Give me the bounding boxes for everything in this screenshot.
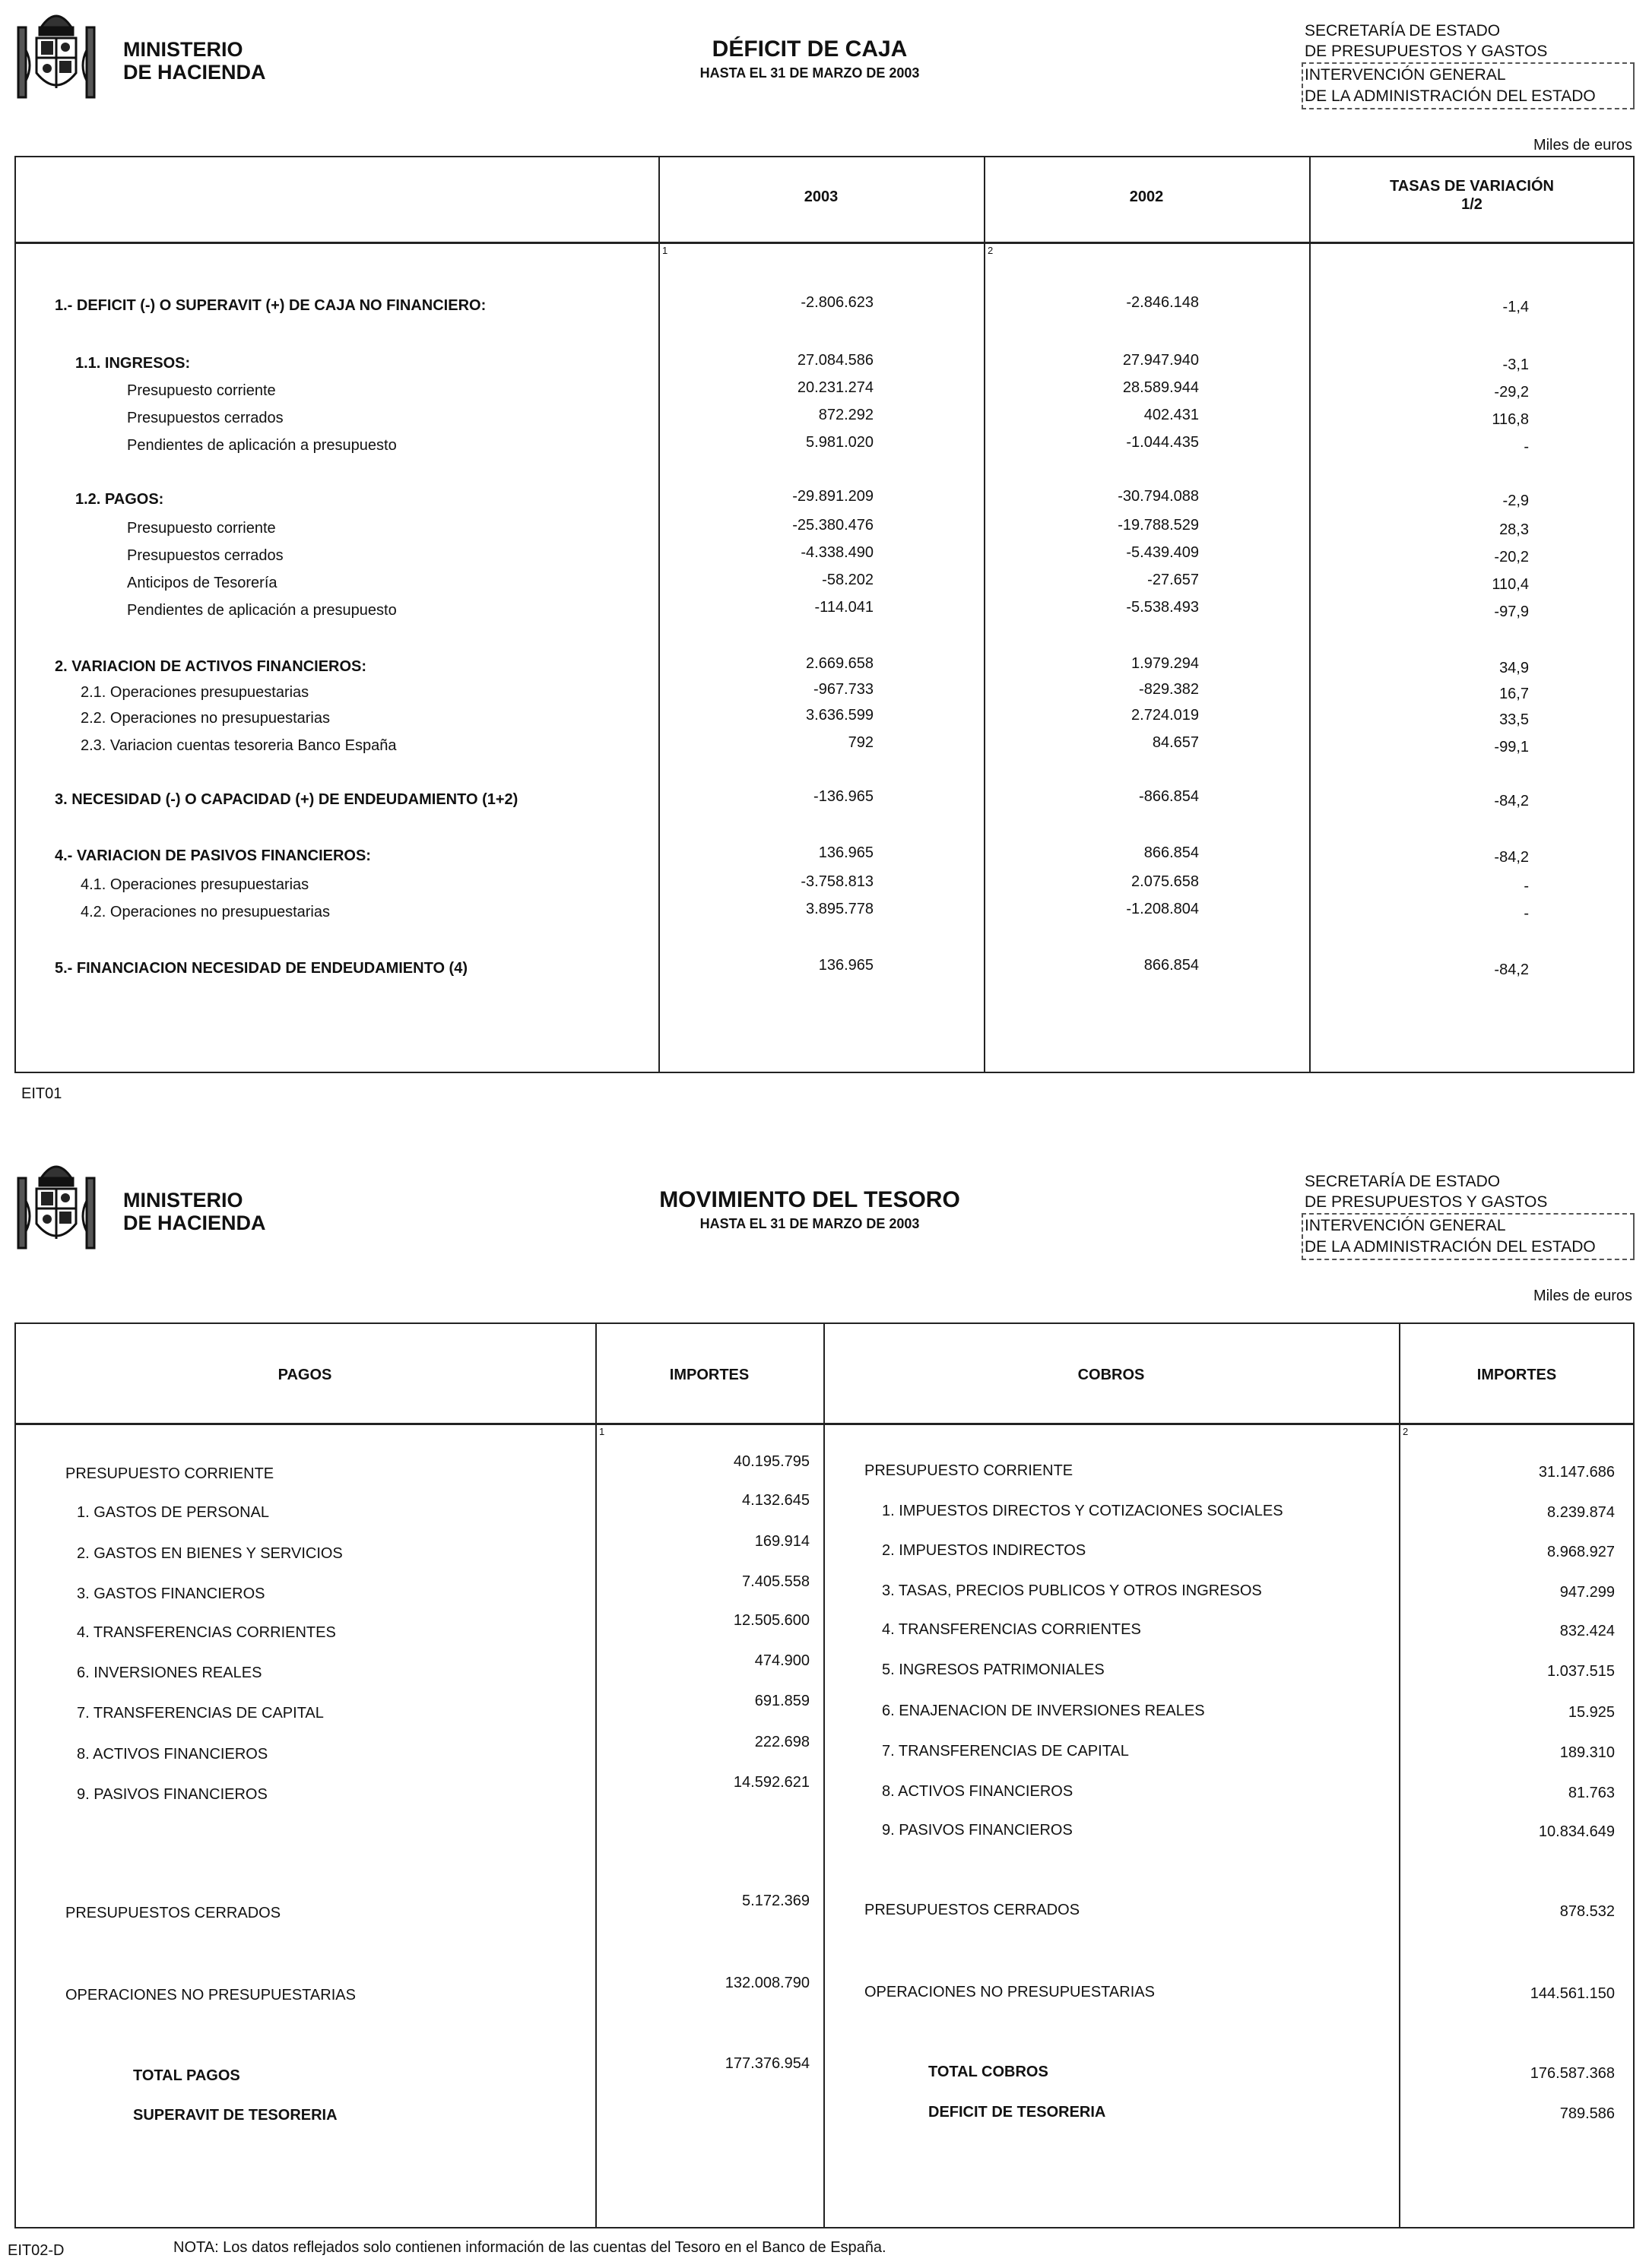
pagos-amount: 40.195.795 — [733, 1453, 810, 1470]
value-2002: -27.657 — [1147, 572, 1199, 588]
column-divider — [595, 1322, 597, 2228]
variation-rate: -20,2 — [1494, 549, 1529, 565]
column-divider — [1309, 156, 1311, 1073]
cobros-amount: 189.310 — [1559, 1744, 1615, 1761]
pagos-label: 4. TRANSFERENCIAS CORRIENTES — [77, 1624, 336, 1641]
value-2002: 1.979.294 — [1131, 655, 1199, 672]
value-2003: 20.231.274 — [797, 379, 874, 396]
column-header-2002: 2002 — [1129, 188, 1164, 205]
row-label: 5.- FINANCIACION NECESIDAD DE ENDEUDAMIENTO (4) — [55, 960, 468, 977]
report-title: DÉFICIT DE CAJA — [712, 36, 908, 62]
value-2002: -5.538.493 — [1126, 599, 1199, 616]
pagos-label: 1. GASTOS DE PERSONAL — [77, 1504, 270, 1521]
value-2003: 136.965 — [818, 957, 874, 974]
pagos-label: 2. GASTOS EN BIENES Y SERVICIOS — [77, 1545, 343, 1562]
intervencion-line1: INTERVENCIÓN GENERAL — [1305, 66, 1506, 84]
secretaria-line2: DE PRESUPUESTOS Y GASTOS — [1305, 1193, 1548, 1211]
cobros-amount: 789.586 — [1559, 2105, 1615, 2122]
variation-rate: -84,2 — [1494, 849, 1529, 866]
value-2002: 28.589.944 — [1122, 379, 1199, 396]
column-number-2: 2 — [1403, 1426, 1409, 1437]
value-2002: 84.657 — [1152, 734, 1199, 751]
value-2002: -1.208.804 — [1126, 901, 1199, 917]
value-2002: 2.075.658 — [1131, 873, 1199, 890]
footer-note: NOTA: Los datos reflejados solo contienen información de las cuentas del Tesoro en el Banco de España. — [173, 2239, 886, 2256]
cobros-amount: 10.834.649 — [1538, 1823, 1615, 1840]
column-divider — [984, 156, 985, 1073]
report-subtitle: HASTA EL 31 DE MARZO DE 2003 — [699, 1216, 920, 1231]
column-divider — [658, 156, 660, 1073]
pagos-amount: 12.505.600 — [733, 1612, 810, 1629]
cobros-amount: 8.968.927 — [1547, 1544, 1615, 1560]
pagos-amount: 222.698 — [754, 1734, 810, 1750]
variation-rate: 110,4 — [1492, 576, 1529, 593]
value-2002: -866.854 — [1139, 788, 1199, 805]
row-label: 2. VARIACION DE ACTIVOS FINANCIEROS: — [55, 658, 367, 675]
cobros-amount: 832.424 — [1559, 1623, 1615, 1639]
pagos-amount: 5.172.369 — [742, 1893, 810, 1909]
value-2003: -136.965 — [813, 788, 874, 805]
column-header-pagos: PAGOS — [277, 1367, 332, 1383]
pagos-label: OPERACIONES NO PRESUPUESTARIAS — [65, 1987, 356, 2004]
value-2003: -3.758.813 — [801, 873, 874, 890]
value-2002: -1.044.435 — [1126, 434, 1199, 451]
row-label: Anticipos de Tesorería — [127, 575, 277, 591]
variation-rate: -99,1 — [1494, 739, 1529, 755]
ministry-name-line2: DE HACIENDA — [123, 1212, 266, 1234]
pagos-amount: 7.405.558 — [742, 1573, 810, 1590]
variation-rate: -97,9 — [1494, 603, 1529, 620]
value-2002: -30.794.088 — [1118, 488, 1199, 505]
cobros-amount: 878.532 — [1559, 1903, 1615, 1920]
variation-rate: - — [1524, 439, 1529, 455]
column-divider — [1399, 1322, 1400, 2228]
pagos-amount: 474.900 — [754, 1652, 810, 1669]
units-label: Miles de euros — [1533, 1288, 1632, 1304]
row-label: Presupuesto corriente — [127, 520, 276, 537]
value-2002: 866.854 — [1143, 957, 1199, 974]
intervencion-line1: INTERVENCIÓN GENERAL — [1305, 1217, 1506, 1234]
cobros-label: 5. INGRESOS PATRIMONIALES — [882, 1661, 1105, 1678]
ministry-name-line2: DE HACIENDA — [123, 61, 266, 84]
cobros-label: PRESUPUESTO CORRIENTE — [864, 1462, 1073, 1479]
row-label: 4.- VARIACION DE PASIVOS FINANCIEROS: — [55, 847, 371, 864]
pagos-amount: 132.008.790 — [725, 1975, 810, 1991]
cobros-amount: 81.763 — [1568, 1785, 1615, 1801]
cobros-label: 2. IMPUESTOS INDIRECTOS — [882, 1542, 1086, 1559]
column-divider — [823, 1322, 825, 2228]
value-2003: 3.636.599 — [806, 707, 874, 724]
cobros-amount: 947.299 — [1559, 1584, 1615, 1601]
variation-rate: 28,3 — [1499, 521, 1529, 538]
value-2003: 2.669.658 — [806, 655, 874, 672]
units-label: Miles de euros — [1533, 137, 1632, 154]
cobros-label: 3. TASAS, PRECIOS PUBLICOS Y OTROS INGRESOS — [882, 1582, 1262, 1599]
value-2003: 5.981.020 — [806, 434, 874, 451]
row-label: 2.2. Operaciones no presupuestarias — [81, 710, 330, 727]
variation-rate: - — [1524, 905, 1529, 922]
value-2003: -114.041 — [814, 599, 874, 616]
cobros-label: DEFICIT DE TESORERIA — [928, 2104, 1106, 2121]
footer-code: EIT02-D — [8, 2242, 65, 2259]
value-2003: 27.084.586 — [797, 352, 874, 369]
variation-rate: 34,9 — [1499, 660, 1529, 676]
value-2003: -967.733 — [813, 681, 874, 698]
variation-rate: -3,1 — [1502, 356, 1529, 373]
value-2003: -25.380.476 — [792, 517, 874, 534]
cobros-label: 1. IMPUESTOS DIRECTOS Y COTIZACIONES SOCIALES — [882, 1503, 1283, 1519]
row-label: 2.1. Operaciones presupuestarias — [81, 684, 309, 701]
pagos-amount: 14.592.621 — [733, 1774, 810, 1791]
cobros-amount: 31.147.686 — [1538, 1464, 1615, 1481]
pagos-amount: 691.859 — [754, 1693, 810, 1709]
value-2003: 872.292 — [818, 407, 874, 423]
row-label: Pendientes de aplicación a presupuesto — [127, 437, 397, 454]
column-number-1: 1 — [662, 245, 668, 256]
value-2003: -58.202 — [822, 572, 874, 588]
variation-rate: -1,4 — [1502, 299, 1529, 315]
row-label: Presupuesto corriente — [127, 382, 276, 399]
cobros-label: 6. ENAJENACION DE INVERSIONES REALES — [882, 1703, 1205, 1719]
value-2002: -2.846.148 — [1126, 294, 1199, 311]
value-2003: 3.895.778 — [806, 901, 874, 917]
variation-rate: - — [1524, 878, 1529, 895]
value-2002: 402.431 — [1143, 407, 1199, 423]
pagos-amount: 4.132.645 — [742, 1492, 810, 1509]
value-2003: -2.806.623 — [801, 294, 874, 311]
cobros-label: TOTAL COBROS — [928, 2064, 1048, 2080]
value-2003: -29.891.209 — [792, 488, 874, 505]
value-2002: 2.724.019 — [1131, 707, 1199, 724]
value-2002: 866.854 — [1143, 844, 1199, 861]
variation-rate: 33,5 — [1499, 711, 1529, 728]
cobros-amount: 176.587.368 — [1530, 2065, 1615, 2082]
variation-rate: -84,2 — [1494, 961, 1529, 978]
report-title: MOVIMIENTO DEL TESORO — [659, 1187, 960, 1212]
value-2003: -4.338.490 — [801, 544, 874, 561]
column-header-cobros: COBROS — [1077, 1367, 1145, 1383]
row-label: 3. NECESIDAD (-) O CAPACIDAD (+) DE ENDEUDAMIENTO (1+2) — [55, 791, 518, 808]
ministry-name: MINISTERIO — [123, 1189, 243, 1212]
pagos-amount: 169.914 — [754, 1533, 810, 1550]
footer-code: EIT01 — [21, 1085, 62, 1102]
value-2002: 27.947.940 — [1122, 352, 1199, 369]
row-label: 1.2. PAGOS: — [75, 491, 164, 508]
ministry-name: MINISTERIO — [123, 38, 243, 61]
variation-rate: -84,2 — [1494, 793, 1529, 809]
row-label: Presupuestos cerrados — [127, 410, 284, 426]
row-label: 4.1. Operaciones presupuestarias — [81, 876, 309, 893]
column-header-importes-cobros: IMPORTES — [1476, 1367, 1557, 1383]
coat-of-arms-icon — [11, 5, 102, 102]
pagos-label: PRESUPUESTOS CERRADOS — [65, 1905, 281, 1921]
pagos-label: SUPERAVIT DE TESORERIA — [133, 2107, 338, 2124]
secretaria-line2: DE PRESUPUESTOS Y GASTOS — [1305, 43, 1548, 60]
cobros-label: PRESUPUESTOS CERRADOS — [864, 1902, 1080, 1918]
row-label: Pendientes de aplicación a presupuesto — [127, 602, 397, 619]
column-header-importes-pagos: IMPORTES — [669, 1367, 750, 1383]
value-2002: -829.382 — [1139, 681, 1199, 698]
header-divider — [14, 242, 1635, 244]
pagos-label: 9. PASIVOS FINANCIEROS — [77, 1786, 268, 1803]
row-label: 2.3. Variacion cuentas tesoreria Banco España — [81, 737, 397, 754]
report-subtitle: HASTA EL 31 DE MARZO DE 2003 — [699, 65, 920, 81]
value-2003: 792 — [848, 734, 874, 751]
intervencion-line2: DE LA ADMINISTRACIÓN DEL ESTADO — [1305, 1238, 1596, 1256]
cobros-label: 9. PASIVOS FINANCIEROS — [882, 1822, 1073, 1839]
column-header-2003: 2003 — [804, 188, 839, 205]
cobros-label: 4. TRANSFERENCIAS CORRIENTES — [882, 1621, 1141, 1638]
pagos-label: PRESUPUESTO CORRIENTE — [65, 1465, 274, 1482]
cobros-amount: 8.239.874 — [1547, 1504, 1615, 1521]
intervencion-line2: DE LA ADMINISTRACIÓN DEL ESTADO — [1305, 87, 1596, 105]
secretaria-line1: SECRETARÍA DE ESTADO — [1305, 22, 1501, 40]
cobros-label: 8. ACTIVOS FINANCIEROS — [882, 1783, 1073, 1800]
cobros-amount: 144.561.150 — [1530, 1985, 1615, 2002]
cobros-label: 7. TRANSFERENCIAS DE CAPITAL — [882, 1743, 1129, 1760]
value-2002: -19.788.529 — [1118, 517, 1199, 534]
cobros-label: OPERACIONES NO PRESUPUESTARIAS — [864, 1984, 1155, 2000]
column-number-1: 1 — [599, 1426, 605, 1437]
variation-rate: -2,9 — [1502, 493, 1529, 509]
value-2003: 136.965 — [818, 844, 874, 861]
pagos-amount: 177.376.954 — [725, 2055, 810, 2072]
cobros-amount: 15.925 — [1568, 1704, 1615, 1721]
pagos-label: 8. ACTIVOS FINANCIEROS — [77, 1746, 268, 1763]
column-header-ratio: 1/2 — [1461, 196, 1483, 213]
row-label: 1.- DEFICIT (-) O SUPERAVIT (+) DE CAJA NO FINANCIERO: — [55, 297, 487, 314]
coat-of-arms-icon — [11, 1155, 102, 1253]
pagos-label: 6. INVERSIONES REALES — [77, 1665, 262, 1681]
pagos-label: TOTAL PAGOS — [133, 2067, 240, 2084]
column-header-tasas: TASAS DE VARIACIÓN — [1390, 178, 1554, 195]
variation-rate: -29,2 — [1494, 384, 1529, 401]
variation-rate: 16,7 — [1499, 686, 1529, 702]
row-label: Presupuestos cerrados — [127, 547, 284, 564]
value-2002: -5.439.409 — [1126, 544, 1199, 561]
column-number-2: 2 — [988, 245, 994, 256]
variation-rate: 116,8 — [1492, 411, 1529, 428]
pagos-label: 3. GASTOS FINANCIEROS — [77, 1585, 265, 1602]
cobros-amount: 1.037.515 — [1547, 1663, 1615, 1680]
secretaria-line1: SECRETARÍA DE ESTADO — [1305, 1173, 1501, 1190]
pagos-label: 7. TRANSFERENCIAS DE CAPITAL — [77, 1705, 324, 1722]
row-label: 1.1. INGRESOS: — [75, 355, 191, 372]
row-label: 4.2. Operaciones no presupuestarias — [81, 904, 330, 920]
